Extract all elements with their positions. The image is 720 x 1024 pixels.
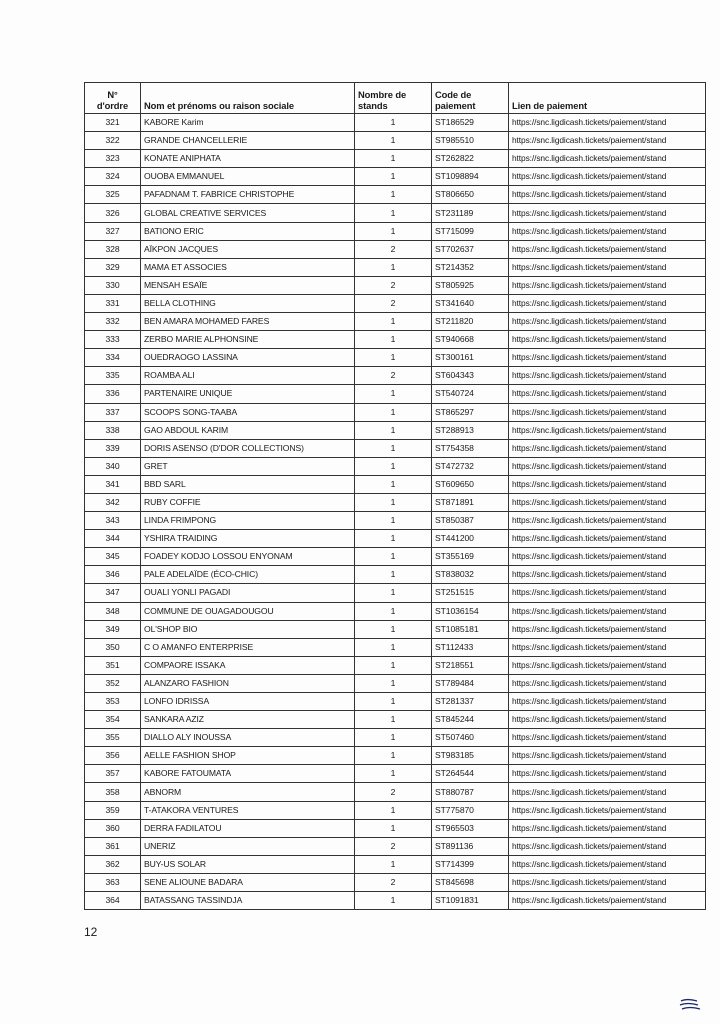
cell-order-number: 322 <box>85 132 141 150</box>
cell-order-number: 362 <box>85 855 141 873</box>
table-row <box>85 674 706 692</box>
cell-name: PAFADNAM T. FABRICE CHRISTOPHE <box>141 186 355 204</box>
cell-payment-code: ST714399 <box>432 855 509 873</box>
cell-stands: 1 <box>355 765 432 783</box>
cell-stands: 2 <box>355 276 432 294</box>
cell-payment-link: https://snc.ligdicash.tickets/paiement/stand <box>509 114 706 132</box>
cell-payment-link: https://snc.ligdicash.tickets/paiement/stand <box>509 439 706 457</box>
table-row <box>85 548 706 566</box>
cell-order-number: 353 <box>85 693 141 711</box>
table-row <box>85 421 706 439</box>
cell-order-number: 363 <box>85 873 141 891</box>
cell-stands: 1 <box>355 602 432 620</box>
cell-payment-code: ST865297 <box>432 403 509 421</box>
cell-name: SENE ALIOUNE BADARA <box>141 873 355 891</box>
cell-payment-code: ST940668 <box>432 331 509 349</box>
table-row <box>85 801 706 819</box>
cell-payment-code: ST341640 <box>432 294 509 312</box>
page-number: 12 <box>84 925 98 939</box>
cell-stands: 1 <box>355 819 432 837</box>
cell-payment-code: ST1085181 <box>432 620 509 638</box>
cell-payment-link: https://snc.ligdicash.tickets/paiement/stand <box>509 349 706 367</box>
cell-name: ALANZARO FASHION <box>141 674 355 692</box>
table-row <box>85 132 706 150</box>
table-row <box>85 168 706 186</box>
cell-payment-code: ST805925 <box>432 276 509 294</box>
cell-name: COMPAORE ISSAKA <box>141 656 355 674</box>
cell-name: RUBY COFFIE <box>141 493 355 511</box>
cell-order-number: 339 <box>85 439 141 457</box>
cell-stands: 1 <box>355 439 432 457</box>
cell-name: KABORE FATOUMATA <box>141 765 355 783</box>
cell-stands: 1 <box>355 892 432 910</box>
cell-order-number: 327 <box>85 222 141 240</box>
cell-name: YSHIRA TRAIDING <box>141 530 355 548</box>
cell-name: LONFO IDRISSA <box>141 693 355 711</box>
cell-order-number: 323 <box>85 150 141 168</box>
cell-name: BBD SARL <box>141 475 355 493</box>
cell-stands: 1 <box>355 530 432 548</box>
cell-name: PARTENAIRE UNIQUE <box>141 385 355 403</box>
cell-payment-link: https://snc.ligdicash.tickets/paiement/stand <box>509 855 706 873</box>
cell-payment-code: ST983185 <box>432 747 509 765</box>
table-row <box>85 783 706 801</box>
cell-payment-link: https://snc.ligdicash.tickets/paiement/stand <box>509 204 706 222</box>
cell-stands: 1 <box>355 168 432 186</box>
cell-order-number: 344 <box>85 530 141 548</box>
cell-name: OL'SHOP BIO <box>141 620 355 638</box>
stands-table <box>84 82 706 910</box>
table-row <box>85 204 706 222</box>
table-row <box>85 873 706 891</box>
cell-order-number: 333 <box>85 331 141 349</box>
cell-order-number: 351 <box>85 656 141 674</box>
table-row <box>85 367 706 385</box>
cell-order-number: 349 <box>85 620 141 638</box>
cell-name: AELLE FASHION SHOP <box>141 747 355 765</box>
cell-order-number: 347 <box>85 584 141 602</box>
cell-name: AÏKPON JACQUES <box>141 240 355 258</box>
cell-payment-code: ST472732 <box>432 457 509 475</box>
cell-name: UNERIZ <box>141 837 355 855</box>
cell-payment-link: https://snc.ligdicash.tickets/paiement/stand <box>509 258 706 276</box>
cell-name: PALE ADELAÏDE (ÉCO-CHIC) <box>141 566 355 584</box>
cell-payment-code: ST1098894 <box>432 168 509 186</box>
cell-stands: 1 <box>355 566 432 584</box>
table-row <box>85 602 706 620</box>
cell-payment-link: https://snc.ligdicash.tickets/paiement/stand <box>509 638 706 656</box>
cell-order-number: 332 <box>85 313 141 331</box>
cell-order-number: 350 <box>85 638 141 656</box>
cell-name: C O AMANFO ENTERPRISE <box>141 638 355 656</box>
cell-payment-code: ST507460 <box>432 729 509 747</box>
cell-stands: 1 <box>355 711 432 729</box>
cell-payment-link: https://snc.ligdicash.tickets/paiement/stand <box>509 294 706 312</box>
cell-payment-link: https://snc.ligdicash.tickets/paiement/stand <box>509 276 706 294</box>
cell-stands: 2 <box>355 294 432 312</box>
cell-order-number: 336 <box>85 385 141 403</box>
cell-order-number: 360 <box>85 819 141 837</box>
cell-order-number: 334 <box>85 349 141 367</box>
cell-payment-code: ST112433 <box>432 638 509 656</box>
cell-payment-link: https://snc.ligdicash.tickets/paiement/stand <box>509 475 706 493</box>
header-stands: Nombre de stands <box>355 83 432 114</box>
cell-order-number: 326 <box>85 204 141 222</box>
cell-stands: 1 <box>355 747 432 765</box>
cell-payment-code: ST211820 <box>432 313 509 331</box>
cell-payment-code: ST288913 <box>432 421 509 439</box>
cell-stands: 1 <box>355 385 432 403</box>
table-row <box>85 222 706 240</box>
header-payment-link: Lien de paiement <box>509 83 706 114</box>
cell-payment-code: ST609650 <box>432 475 509 493</box>
cell-stands: 1 <box>355 457 432 475</box>
cell-payment-code: ST775870 <box>432 801 509 819</box>
cell-stands: 1 <box>355 204 432 222</box>
cell-order-number: 329 <box>85 258 141 276</box>
cell-payment-link: https://snc.ligdicash.tickets/paiement/stand <box>509 656 706 674</box>
table-row <box>85 512 706 530</box>
cell-payment-link: https://snc.ligdicash.tickets/paiement/stand <box>509 493 706 511</box>
cell-order-number: 330 <box>85 276 141 294</box>
cell-payment-link: https://snc.ligdicash.tickets/paiement/stand <box>509 693 706 711</box>
cell-payment-link: https://snc.ligdicash.tickets/paiement/stand <box>509 421 706 439</box>
cell-order-number: 357 <box>85 765 141 783</box>
cell-payment-code: ST806650 <box>432 186 509 204</box>
cell-payment-code: ST214352 <box>432 258 509 276</box>
cell-payment-link: https://snc.ligdicash.tickets/paiement/stand <box>509 222 706 240</box>
cell-payment-link: https://snc.ligdicash.tickets/paiement/stand <box>509 892 706 910</box>
cell-name: GRANDE CHANCELLERIE <box>141 132 355 150</box>
cell-payment-code: ST251515 <box>432 584 509 602</box>
cell-name: BATASSANG TASSINDJA <box>141 892 355 910</box>
table-row <box>85 819 706 837</box>
cell-name: ABNORM <box>141 783 355 801</box>
cell-payment-link: https://snc.ligdicash.tickets/paiement/stand <box>509 457 706 475</box>
cell-stands: 1 <box>355 222 432 240</box>
cell-stands: 1 <box>355 150 432 168</box>
table-header-row <box>85 83 706 114</box>
cell-payment-link: https://snc.ligdicash.tickets/paiement/stand <box>509 240 706 258</box>
cell-name: DORIS ASENSO (D'DOR COLLECTIONS) <box>141 439 355 457</box>
cell-payment-link: https://snc.ligdicash.tickets/paiement/stand <box>509 367 706 385</box>
cell-payment-link: https://snc.ligdicash.tickets/paiement/stand <box>509 168 706 186</box>
cell-order-number: 331 <box>85 294 141 312</box>
cell-payment-link: https://snc.ligdicash.tickets/paiement/stand <box>509 313 706 331</box>
cell-name: ROAMBA ALI <box>141 367 355 385</box>
table-row <box>85 276 706 294</box>
table-row <box>85 711 706 729</box>
cell-order-number: 343 <box>85 512 141 530</box>
cell-payment-code: ST441200 <box>432 530 509 548</box>
cell-payment-link: https://snc.ligdicash.tickets/paiement/stand <box>509 566 706 584</box>
cell-order-number: 341 <box>85 475 141 493</box>
cell-stands: 1 <box>355 693 432 711</box>
cell-payment-code: ST880787 <box>432 783 509 801</box>
cell-stands: 1 <box>355 186 432 204</box>
cell-name: OUOBA EMMANUEL <box>141 168 355 186</box>
cell-stands: 1 <box>355 620 432 638</box>
cell-stands: 1 <box>355 403 432 421</box>
cell-payment-code: ST965503 <box>432 819 509 837</box>
cell-order-number: 355 <box>85 729 141 747</box>
cell-payment-link: https://snc.ligdicash.tickets/paiement/stand <box>509 530 706 548</box>
table-row <box>85 729 706 747</box>
header-order-number: N° d'ordre <box>85 83 141 114</box>
table-header <box>85 83 706 114</box>
cell-payment-link: https://snc.ligdicash.tickets/paiement/stand <box>509 186 706 204</box>
cell-name: GLOBAL CREATIVE SERVICES <box>141 204 355 222</box>
cell-order-number: 328 <box>85 240 141 258</box>
cell-payment-code: ST891136 <box>432 837 509 855</box>
cell-payment-code: ST985510 <box>432 132 509 150</box>
table-row <box>85 530 706 548</box>
cell-stands: 1 <box>355 114 432 132</box>
table-row <box>85 747 706 765</box>
cell-payment-code: ST231189 <box>432 204 509 222</box>
cell-payment-link: https://snc.ligdicash.tickets/paiement/stand <box>509 132 706 150</box>
cell-stands: 1 <box>355 638 432 656</box>
cell-payment-link: https://snc.ligdicash.tickets/paiement/stand <box>509 747 706 765</box>
cell-payment-code: ST604343 <box>432 367 509 385</box>
cell-stands: 1 <box>355 258 432 276</box>
cell-name: BATIONO ERIC <box>141 222 355 240</box>
cell-name: GRET <box>141 457 355 475</box>
cell-stands: 1 <box>355 475 432 493</box>
cell-stands: 1 <box>355 421 432 439</box>
cell-payment-link: https://snc.ligdicash.tickets/paiement/stand <box>509 620 706 638</box>
table-row <box>85 331 706 349</box>
cell-payment-link: https://snc.ligdicash.tickets/paiement/stand <box>509 385 706 403</box>
header-payment-code: Code de paiement <box>432 83 509 114</box>
cell-payment-code: ST264544 <box>432 765 509 783</box>
cell-payment-link: https://snc.ligdicash.tickets/paiement/stand <box>509 801 706 819</box>
cell-order-number: 338 <box>85 421 141 439</box>
cell-payment-link: https://snc.ligdicash.tickets/paiement/stand <box>509 548 706 566</box>
cell-payment-code: ST789484 <box>432 674 509 692</box>
cell-name: GAO ABDOUL KARIM <box>141 421 355 439</box>
cell-stands: 1 <box>355 801 432 819</box>
cell-payment-link: https://snc.ligdicash.tickets/paiement/stand <box>509 403 706 421</box>
cell-stands: 1 <box>355 584 432 602</box>
cell-name: COMMUNE DE OUAGADOUGOU <box>141 602 355 620</box>
table-row <box>85 150 706 168</box>
cell-order-number: 352 <box>85 674 141 692</box>
cell-order-number: 321 <box>85 114 141 132</box>
cell-name: KABORE Karim <box>141 114 355 132</box>
cell-order-number: 359 <box>85 801 141 819</box>
table-row <box>85 457 706 475</box>
cell-order-number: 325 <box>85 186 141 204</box>
cell-payment-link: https://snc.ligdicash.tickets/paiement/stand <box>509 729 706 747</box>
table-row <box>85 656 706 674</box>
table-row <box>85 584 706 602</box>
cell-name: BELLA CLOTHING <box>141 294 355 312</box>
cell-name: BUY-US SOLAR <box>141 855 355 873</box>
cell-name: DIALLO ALY INOUSSA <box>141 729 355 747</box>
cell-payment-code: ST1036154 <box>432 602 509 620</box>
table-row <box>85 475 706 493</box>
table-row <box>85 349 706 367</box>
cell-payment-code: ST300161 <box>432 349 509 367</box>
cell-payment-link: https://snc.ligdicash.tickets/paiement/stand <box>509 873 706 891</box>
cell-stands: 1 <box>355 331 432 349</box>
cell-stands: 2 <box>355 873 432 891</box>
table-row <box>85 638 706 656</box>
cell-stands: 1 <box>355 349 432 367</box>
cell-name: DERRA FADILATOU <box>141 819 355 837</box>
cell-name: MENSAH ESAÏE <box>141 276 355 294</box>
cell-stands: 1 <box>355 729 432 747</box>
cell-order-number: 340 <box>85 457 141 475</box>
cell-payment-code: ST186529 <box>432 114 509 132</box>
cell-name: T-ATAKORA VENTURES <box>141 801 355 819</box>
cell-name: SCOOPS SONG-TAABA <box>141 403 355 421</box>
cell-payment-link: https://snc.ligdicash.tickets/paiement/stand <box>509 711 706 729</box>
cell-stands: 2 <box>355 837 432 855</box>
table-row <box>85 313 706 331</box>
cell-payment-code: ST218551 <box>432 656 509 674</box>
cell-payment-link: https://snc.ligdicash.tickets/paiement/stand <box>509 837 706 855</box>
cell-payment-link: https://snc.ligdicash.tickets/paiement/stand <box>509 584 706 602</box>
cell-stands: 2 <box>355 240 432 258</box>
cell-order-number: 342 <box>85 493 141 511</box>
cell-stands: 1 <box>355 512 432 530</box>
cell-name: LINDA FRIMPONG <box>141 512 355 530</box>
cell-payment-code: ST838032 <box>432 566 509 584</box>
table-body <box>85 114 706 910</box>
cell-payment-code: ST754358 <box>432 439 509 457</box>
cell-payment-code: ST715099 <box>432 222 509 240</box>
cell-name: OUEDRAOGO LASSINA <box>141 349 355 367</box>
table-row <box>85 693 706 711</box>
cell-payment-code: ST262822 <box>432 150 509 168</box>
cell-order-number: 354 <box>85 711 141 729</box>
cell-payment-code: ST355169 <box>432 548 509 566</box>
cell-name: OUALI YONLI PAGADI <box>141 584 355 602</box>
cell-order-number: 337 <box>85 403 141 421</box>
cell-payment-code: ST702637 <box>432 240 509 258</box>
cell-stands: 1 <box>355 313 432 331</box>
cell-stands: 1 <box>355 493 432 511</box>
cell-order-number: 335 <box>85 367 141 385</box>
cell-order-number: 324 <box>85 168 141 186</box>
table-row <box>85 855 706 873</box>
cell-payment-link: https://snc.ligdicash.tickets/paiement/stand <box>509 331 706 349</box>
table-row <box>85 566 706 584</box>
table-row <box>85 258 706 276</box>
table-row <box>85 493 706 511</box>
header-name: Nom et prénoms ou raison sociale <box>141 83 355 114</box>
cell-payment-code: ST281337 <box>432 693 509 711</box>
table-row <box>85 294 706 312</box>
initials-mark <box>678 995 702 1013</box>
cell-order-number: 345 <box>85 548 141 566</box>
table-row <box>85 385 706 403</box>
table-row <box>85 403 706 421</box>
cell-order-number: 358 <box>85 783 141 801</box>
table-row <box>85 765 706 783</box>
cell-order-number: 361 <box>85 837 141 855</box>
table-row <box>85 240 706 258</box>
cell-payment-link: https://snc.ligdicash.tickets/paiement/stand <box>509 819 706 837</box>
cell-payment-code: ST871891 <box>432 493 509 511</box>
cell-payment-link: https://snc.ligdicash.tickets/paiement/stand <box>509 783 706 801</box>
cell-payment-link: https://snc.ligdicash.tickets/paiement/stand <box>509 765 706 783</box>
cell-name: SANKARA AZIZ <box>141 711 355 729</box>
cell-order-number: 356 <box>85 747 141 765</box>
table-row <box>85 892 706 910</box>
cell-payment-code: ST1091831 <box>432 892 509 910</box>
cell-payment-code: ST845244 <box>432 711 509 729</box>
table-row <box>85 114 706 132</box>
cell-stands: 2 <box>355 783 432 801</box>
table-row <box>85 439 706 457</box>
cell-stands: 2 <box>355 367 432 385</box>
cell-payment-code: ST845698 <box>432 873 509 891</box>
cell-payment-link: https://snc.ligdicash.tickets/paiement/stand <box>509 150 706 168</box>
cell-payment-link: https://snc.ligdicash.tickets/paiement/stand <box>509 512 706 530</box>
table-row <box>85 837 706 855</box>
cell-order-number: 346 <box>85 566 141 584</box>
cell-name: MAMA ET ASSOCIES <box>141 258 355 276</box>
cell-stands: 1 <box>355 656 432 674</box>
cell-stands: 1 <box>355 132 432 150</box>
cell-payment-link: https://snc.ligdicash.tickets/paiement/stand <box>509 602 706 620</box>
table-row <box>85 620 706 638</box>
table-row <box>85 186 706 204</box>
cell-stands: 1 <box>355 548 432 566</box>
cell-order-number: 364 <box>85 892 141 910</box>
cell-name: FOADEY KODJO LOSSOU ENYONAM <box>141 548 355 566</box>
cell-order-number: 348 <box>85 602 141 620</box>
cell-payment-link: https://snc.ligdicash.tickets/paiement/stand <box>509 674 706 692</box>
cell-name: ZERBO MARIE ALPHONSINE <box>141 331 355 349</box>
cell-stands: 1 <box>355 855 432 873</box>
cell-payment-code: ST540724 <box>432 385 509 403</box>
cell-name: BEN AMARA MOHAMED FARES <box>141 313 355 331</box>
cell-name: KONATE ANIPHATA <box>141 150 355 168</box>
cell-stands: 1 <box>355 674 432 692</box>
cell-payment-code: ST850387 <box>432 512 509 530</box>
